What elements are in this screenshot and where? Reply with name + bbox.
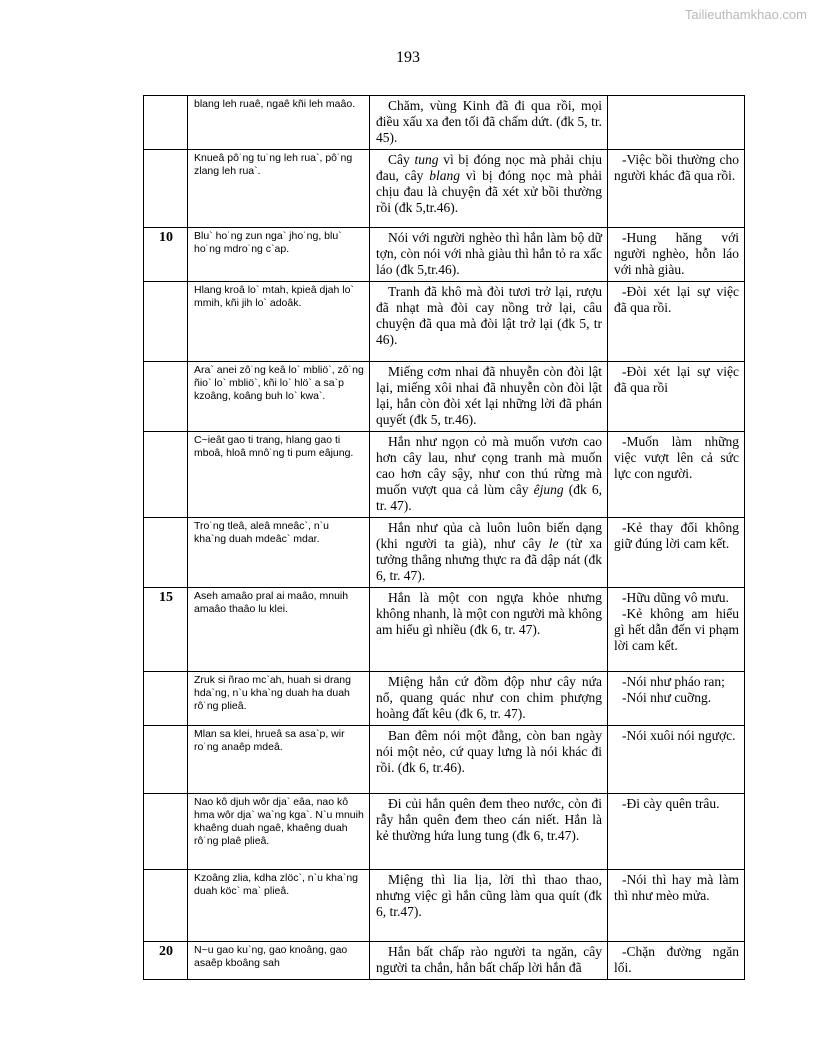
italic-term: tung xyxy=(414,152,439,167)
vietnamese-meaning xyxy=(370,362,608,432)
italic-term: blang xyxy=(429,168,460,183)
row-number: 20 xyxy=(144,942,188,980)
proverb-table xyxy=(143,95,745,980)
meaning-text: Miệng hắn cứ đồm độp như cây nứa nổ, quang quác như con chim phượng hoàng đất kêu (đk 6, tr. 47). xyxy=(376,674,602,721)
table-row xyxy=(144,518,745,588)
table-row xyxy=(144,942,745,980)
usage-note xyxy=(608,794,745,870)
vietnamese-meaning xyxy=(370,150,608,228)
vietnamese-meaning xyxy=(370,518,608,588)
usage-note xyxy=(608,870,745,942)
row-number xyxy=(144,518,188,588)
table-row xyxy=(144,726,745,794)
meaning-text: (từ xa tưởng thẳng nhưng thực ra đã dập nát (đk 6, tr. 47). xyxy=(376,536,602,583)
meaning-text: Đi củi hắn quên đem theo nước, còn đi rẫy hắn quên đem theo cán niết. Hắn là kẻ thường hứa lung tung (đk 6, tr.47). xyxy=(376,796,602,843)
usage-line: -Hung hăng với người nghèo, hỗn láo với nhà giàu. xyxy=(614,230,739,277)
row-number xyxy=(144,726,188,794)
usage-line: -Chặn đường ngăn lối. xyxy=(614,944,739,975)
ede-proverb: Kzoâng zlia, kdha zlöc`, n`u kha`ng duah köc` ma` plieâ. xyxy=(188,870,370,942)
table-row xyxy=(144,588,745,672)
vietnamese-meaning xyxy=(370,672,608,726)
row-number xyxy=(144,672,188,726)
row-number xyxy=(144,362,188,432)
watermark: Tailieuthamkhao.com xyxy=(684,7,807,22)
row-number: 15 xyxy=(144,588,188,672)
meaning-text: Tranh đã khô mà đòi tươi trở lại, rượu đã nhạt mà đòi cay nồng trở lại, câu chuyện đã qua mà đòi lật trở lại (đk 5, tr 46). xyxy=(376,284,602,347)
meaning-text: Hắn bất chấp rào người ta ngăn, cây người ta chắn, hắn bất chấp lời hắn đã xyxy=(376,944,602,975)
table-row xyxy=(144,672,745,726)
italic-term: le xyxy=(548,536,559,551)
ede-proverb: N~u gao ku`ng, gao knoâng, gao asaêp kboâng sah xyxy=(188,942,370,980)
row-number xyxy=(144,150,188,228)
usage-line: -Muốn làm những việc vượt lên cả sức lực con người. xyxy=(614,434,739,481)
usage-note xyxy=(608,726,745,794)
meaning-text: Miệng thì lia lịa, lời thì thao thao, nhưng việc gì hắn cũng làm qua quít (đk 6, tr.47). xyxy=(376,872,602,919)
meaning-text: Nói với người nghèo thì hắn làm bộ dữ tợn, còn nói với nhà giàu thì hắn tỏ ra xấc láo (đk 5,tr.46). xyxy=(376,230,602,277)
ede-proverb: blang leh ruaê, ngaê kñi leh maâo. xyxy=(188,96,370,150)
table-row xyxy=(144,794,745,870)
usage-note xyxy=(608,518,745,588)
ede-proverb: Aseh amaâo pral ai maâo, mnuih amaâo thaâo lu klei. xyxy=(188,588,370,672)
ede-proverb: Hlang kroâ lo` mtah, kpieâ djah lo` mmih, kñi jih lo` adoâk. xyxy=(188,282,370,362)
meaning-text: Miếng cơm nhai đã nhuyễn còn đòi lật lại, miếng xôi nhai đã nhuyễn còn đòi lật lại, hắn còn đòi xét lại những lời đã phán quyết (đk 5, tr.46). xyxy=(376,364,602,427)
vietnamese-meaning xyxy=(370,794,608,870)
ede-proverb: Tro˙ng tleâ, aleâ mneâc`, n`u kha`ng duah mdeâc` mdar. xyxy=(188,518,370,588)
usage-note xyxy=(608,228,745,282)
vietnamese-meaning xyxy=(370,726,608,794)
italic-term: êjung xyxy=(533,482,564,497)
ede-proverb: Ara` anei zô˙ng keâ lo` mbliö`, zô˙ng ñio` lo` mbliö`, kñi lo` hlö` a sa`p kzoâng, koâng buh lo` kwa`. xyxy=(188,362,370,432)
ede-proverb: Mlan sa klei, hrueâ sa asa`p, wir ro˙ng anaêp mdeâ. xyxy=(188,726,370,794)
vietnamese-meaning xyxy=(370,96,608,150)
usage-line: -Đòi xét lại sự việc đã qua rồi. xyxy=(614,284,739,315)
meaning-text: Hắn như ngọn cỏ mà muốn vươn cao hơn cây lau, như cọng tranh mà muốn cao hơn cây sậy, như con thú rừng mà muốn vượt qua cả lùm cây xyxy=(376,434,602,497)
table-row xyxy=(144,228,745,282)
row-number xyxy=(144,282,188,362)
row-number xyxy=(144,96,188,150)
usage-line: -Việc bồi thường cho người khác đã qua rồi. xyxy=(614,152,739,183)
meaning-text: (đk 6, tr. 47). xyxy=(376,482,602,513)
table-row xyxy=(144,362,745,432)
ede-proverb: Nao kô djuh wôr dja` eâa, nao kô hma wôr dja` wa`ng kga`. N`u mnuih khaêng duah ngaê, khaêng duah rô˙ng plaê plieâ. xyxy=(188,794,370,870)
usage-note xyxy=(608,96,745,150)
table-row xyxy=(144,870,745,942)
usage-line: -Đi cày quên trâu. xyxy=(622,796,720,811)
vietnamese-meaning xyxy=(370,870,608,942)
usage-line: -Nói xuôi nói ngược. xyxy=(622,728,736,743)
ede-proverb: C~ieât gao ti trang, hlang gao ti mboâ, hloâ mnô˙ng ti pum eâjung. xyxy=(188,432,370,518)
ede-proverb: Zruk si ñrao mc`ah, huah si drang hda`ng, n`u kha`ng duah ha duah rô˙ng plieâ. xyxy=(188,672,370,726)
table-row xyxy=(144,150,745,228)
row-number xyxy=(144,870,188,942)
row-number xyxy=(144,432,188,518)
usage-line: -Kẻ thay đổi không giữ đúng lời cam kết. xyxy=(614,520,739,551)
usage-note xyxy=(608,150,745,228)
vietnamese-meaning xyxy=(370,588,608,672)
usage-line: -Nói như cuỡng. xyxy=(622,690,712,705)
meaning-text: Chăm, vùng Kinh đã đi qua rồi, mọi điều xấu xa đen tối đã chấm dứt. (đk 5, tr. 45). xyxy=(376,98,602,145)
usage-note xyxy=(608,672,745,726)
vietnamese-meaning xyxy=(370,432,608,518)
vietnamese-meaning xyxy=(370,282,608,362)
vietnamese-meaning xyxy=(370,228,608,282)
usage-line: -Đòi xét lại sự việc đã qua rồi xyxy=(614,364,739,395)
usage-line: -Nói như pháo ran; xyxy=(622,674,725,689)
usage-note xyxy=(608,362,745,432)
row-number: 10 xyxy=(144,228,188,282)
page-number: 193 xyxy=(396,49,420,66)
table-row xyxy=(144,282,745,362)
ede-proverb: Knueâ pô˙ng tu˙ng leh rua`, pô˙ng zlang leh rua`. xyxy=(188,150,370,228)
usage-line: -Hữu dũng vô mưu. xyxy=(622,590,729,605)
ede-proverb: Blu` ho˙ng zun nga` jho˙ng, blu` ho˙ng mdro˙ng c`ap. xyxy=(188,228,370,282)
usage-note xyxy=(608,588,745,672)
row-number xyxy=(144,794,188,870)
table-row xyxy=(144,432,745,518)
usage-note xyxy=(608,942,745,980)
meaning-text: Hắn là một con ngựa khỏe nhưng không nhanh, là một con người mà không am hiểu gì nhiều (đk 6, tr. 47). xyxy=(376,590,602,637)
vietnamese-meaning xyxy=(370,942,608,980)
usage-note xyxy=(608,282,745,362)
usage-line: -Nói thì hay mà làm thì như mèo mửa. xyxy=(614,872,739,903)
meaning-text: Ban đêm nói một đằng, còn ban ngày nói một nẻo, cứ quay lưng là nói khác đi rồi. (đk 6, tr.46). xyxy=(376,728,602,775)
table-row xyxy=(144,96,745,150)
usage-note xyxy=(608,432,745,518)
meaning-text: Hắn như qủa cà luôn luôn biến dạng (khi người ta già), như cây xyxy=(376,520,602,551)
meaning-text: Cây xyxy=(388,152,415,167)
meaning-text: vì bị đóng nọc mà phải chịu đau, cây xyxy=(376,152,602,183)
usage-line: -Kẻ không am hiểu gì hết dẫn đến vi phạm lời cam kết. xyxy=(614,606,739,653)
meaning-text: vì bị đóng nọc mà phải chịu đau là chuyện đã xét xử bồi thường rồi (đk 5,tr.46). xyxy=(376,168,602,215)
